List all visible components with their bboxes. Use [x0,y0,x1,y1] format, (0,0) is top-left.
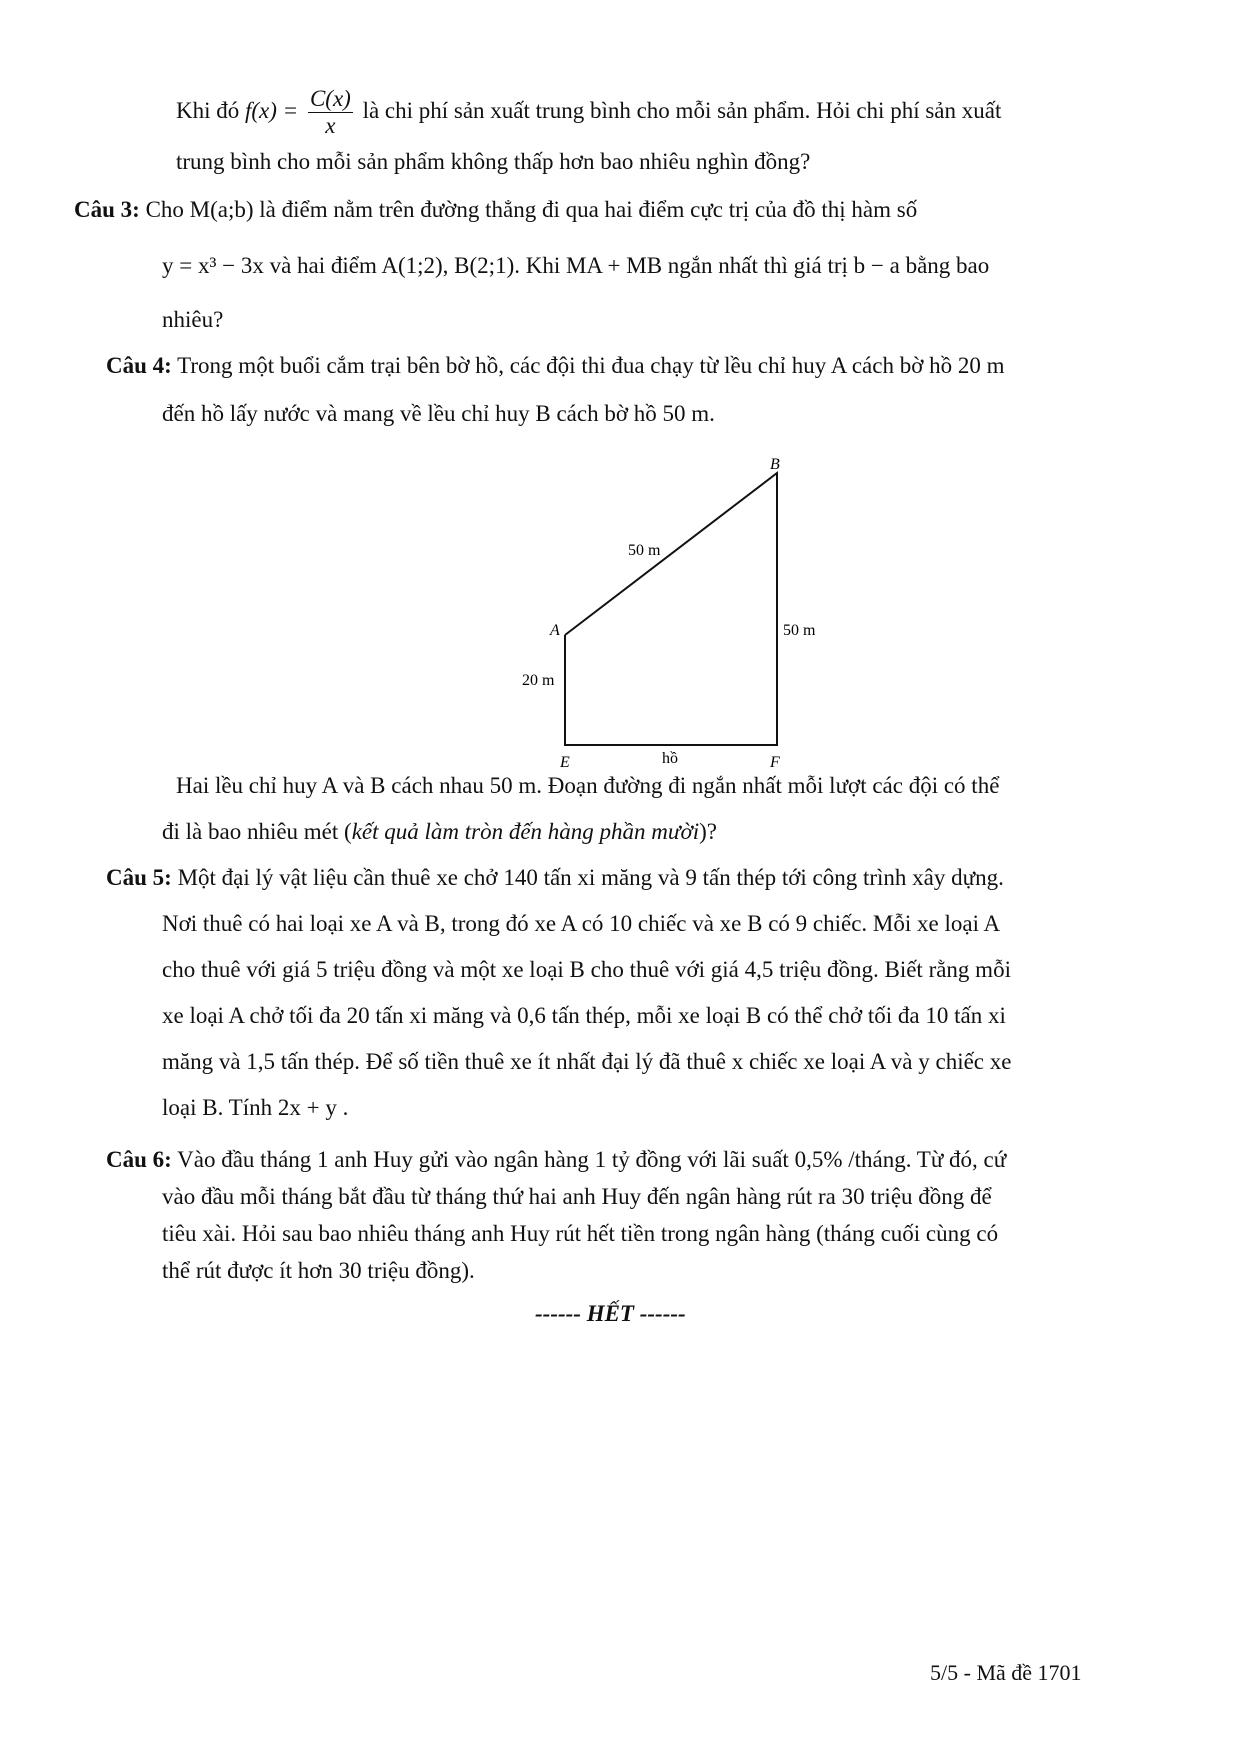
q4-line-3: Hai lều chỉ huy A và B cách nhau 50 m. Đoạn đường đi ngắn nhất mỗi lượt các đội có thể [176,773,1000,798]
q4-line4-suffix: )? [699,819,718,844]
q6-text-1: Vào đầu tháng 1 anh Huy gửi vào ngân hàng 1 tỷ đồng với lãi suất 0,5% /tháng. Từ đó, cứ [177,1147,1007,1172]
label-E: E [560,754,570,770]
q4-label: Câu 4: [106,353,172,378]
q5-line-4: xe loại A chở tối đa 20 tấn xi măng và 0,6 tấn thép, mỗi xe loại B có thể chở tối đa 10 tấn xi [162,1003,1006,1028]
q3-line-1 [74,196,917,224]
q3-text-1: Cho M(a;b) là điểm nằm trên đường thẳng đi qua hai điểm cực trị của đồ thị hàm số [145,197,918,222]
q5-line-3: cho thuê với giá 5 triệu đồng và một xe loại B cho thuê với giá 4,5 triệu đồng. Biết rằng mỗi [162,957,1011,982]
q5-line-2: Nơi thuê có hai loại xe A và B, trong đó xe A có 10 chiếc và xe B có 9 chiếc. Mỗi xe loại A [162,911,1001,936]
cost-fraction [308,86,353,139]
q4-text-1: Trong một buổi cắm trại bên bờ hồ, các đội thi đua chạy từ lều chỉ huy A cách bờ hồ 20 m [177,353,1005,378]
q3-label: Câu 3: [74,197,140,222]
q5-line-5: măng và 1,5 tấn thép. Để số tiền thuê xe ít nhất đại lý đã thuê x chiếc xe loại A và y chiếc xe [162,1049,1012,1074]
label-A: A [550,622,560,639]
label-lake: hồ [662,750,678,767]
lake-diagram [500,455,840,770]
q6-label: Câu 6: [106,1147,172,1172]
f-expression: f(x) = [245,97,299,123]
q4-line-2: đến hồ lấy nước và mang về lều chỉ huy B cách bờ hồ 50 m. [162,401,715,426]
intro-line-1 [176,86,1001,139]
q4-line-4 [162,818,717,846]
intro-suffix: là chi phí sản xuất trung bình cho mỗi sản phẩm. Hỏi chi phí sản xuất [362,97,1002,123]
q6-line-4: thể rút được ít hơn 30 triệu đồng). [162,1258,475,1283]
diagram-outline [565,473,777,745]
end-mark: ------ HẾT ------ [535,1301,686,1326]
page-footer: 5/5 - Mã đề 1701 [930,1660,1082,1685]
q6-line-3: tiêu xài. Hỏi sau bao nhiêu tháng anh Huy rút hết tiền trong ngân hàng (tháng cuối cùng có [162,1221,999,1246]
fraction-numerator: C(x) [309,86,351,111]
label-BF-length: 50 m [783,622,816,639]
q5-line-6: loại B. Tính 2x + y . [162,1095,349,1120]
q4-line4-italic: kết quả làm tròn đến hàng phần mười [351,819,700,844]
q4-line4-prefix: đi là bao nhiêu mét ( [162,819,352,844]
label-F: F [770,754,780,770]
label-AB-length: 50 m [628,542,661,559]
fraction-denominator: x [325,113,336,138]
intro-prefix: Khi đó [176,97,240,123]
label-B: B [770,456,780,473]
q3-line-3: nhiêu? [162,307,224,332]
label-AE-length: 20 m [522,672,555,689]
intro-line-2: trung bình cho mỗi sản phẩm không thấp hơn bao nhiêu nghìn đồng? [176,149,811,174]
q6-line-1 [106,1146,1006,1174]
q6-line-2: vào đầu mỗi tháng bắt đầu từ tháng thứ hai anh Huy đến ngân hàng rút ra 30 triệu đồng để [162,1184,992,1209]
q5-line-1 [106,864,1004,892]
q4-line-1 [106,352,1005,380]
q5-label: Câu 5: [106,865,172,890]
q3-line-2: y = x³ − 3x và hai điểm A(1;2), B(2;1). Khi MA + MB ngắn nhất thì giá trị b − a bằng bao [162,253,990,278]
q5-text-1: Một đại lý vật liệu cần thuê xe chở 140 tấn xi măng và 9 tấn thép tới công trình xây dựng. [177,865,1004,890]
